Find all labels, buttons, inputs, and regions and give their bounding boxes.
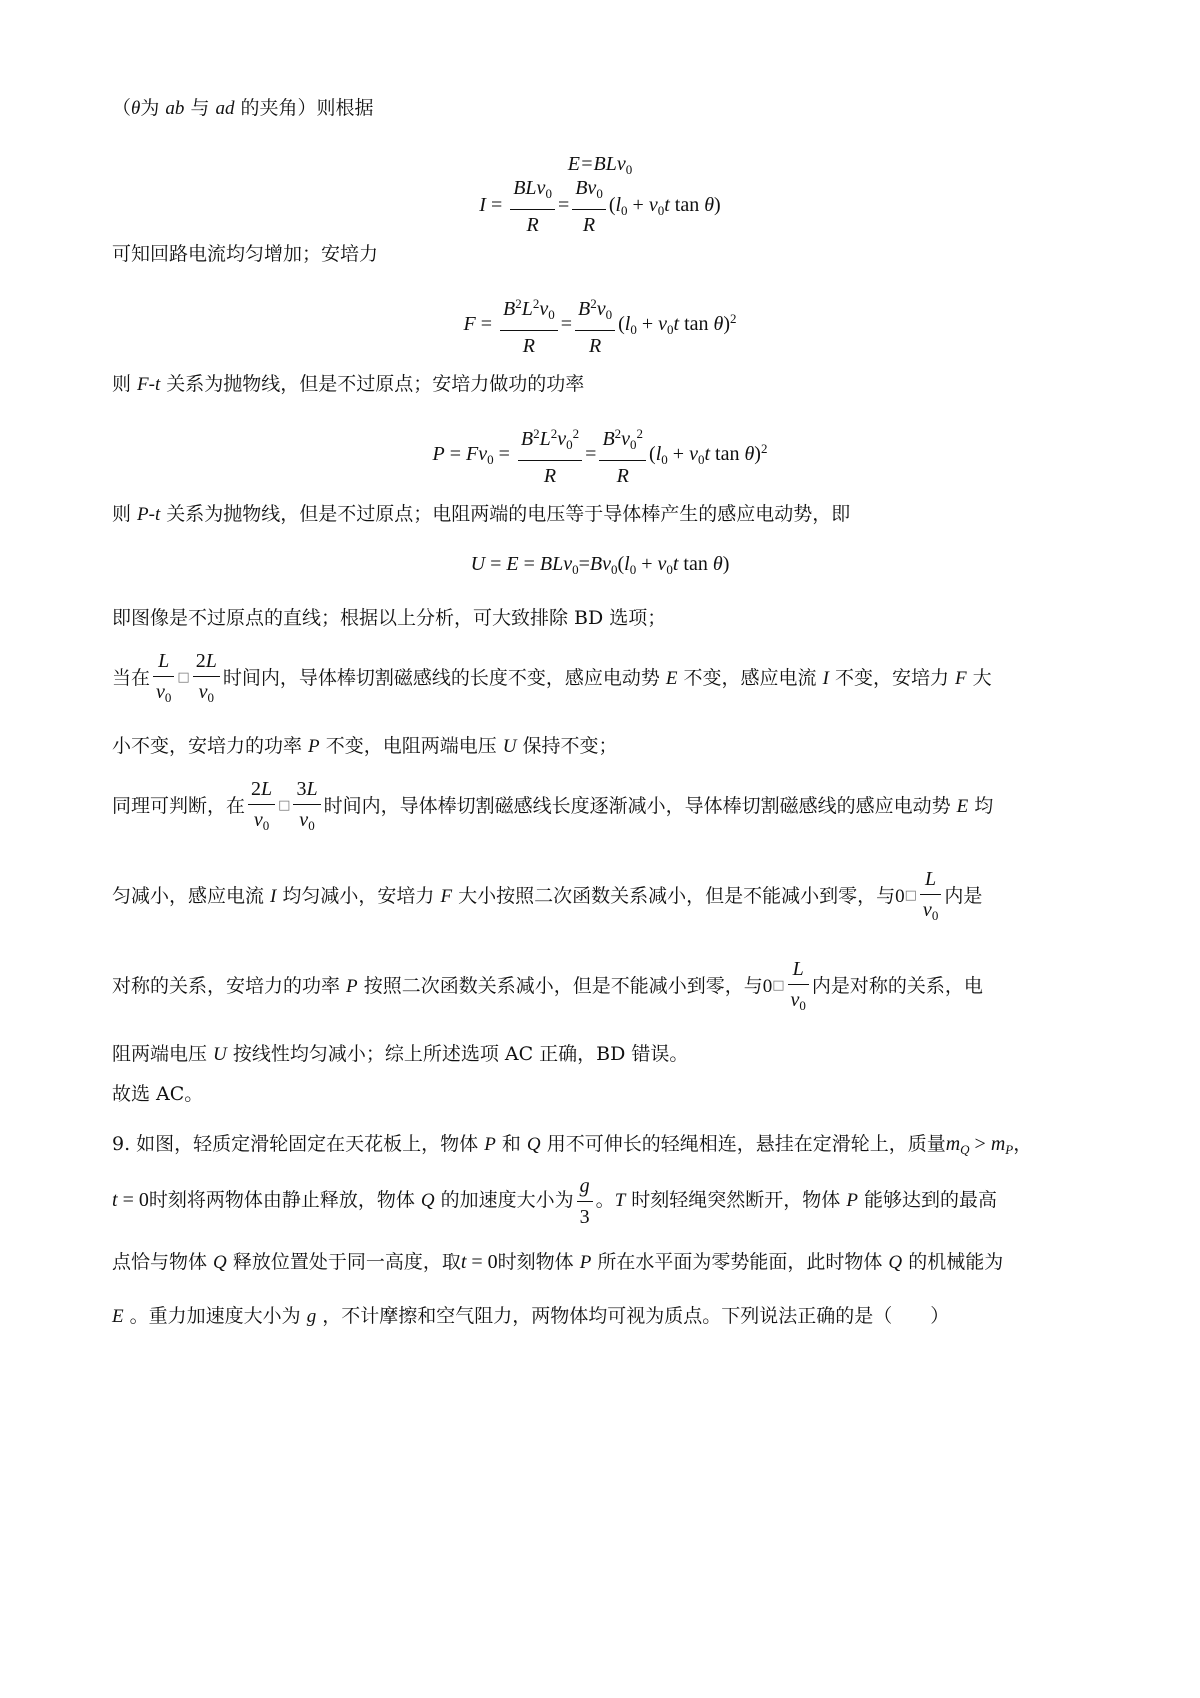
- math-var: E: [956, 796, 969, 817]
- text-line-14: 对称的关系，安培力的功率 P 按照二次函数关系减小，但是不能减小到零，与0□ $\frac{L}{v_0}$ 内是对称的关系，电: [112, 956, 1102, 1018]
- math-var: U: [502, 736, 517, 757]
- question-9-line-1: 9. 如图，轻质定滑轮固定在天花板上，物体 P 和 Q 用不可伸长的轻绳相连，悬挂在定滑轮上，质量$m_Q > m_P$，: [112, 1133, 1033, 1157]
- math-var: g: [306, 1306, 317, 1327]
- text: 按照二次函数关系减小，但是不能减小到零，与: [357, 975, 763, 997]
- text-line-10: 当在 $\frac{L}{v_0}$ □ $\frac{2L}{v_0}$ 时间内，导体棒切割磁感线的长度不变，感应电动势 E 不变，感应电流 I 不变，安培力 F 大: [112, 648, 1102, 710]
- math-var: P: [579, 1252, 592, 1273]
- text: 所在水平面为零势能面，此时物体: [591, 1251, 889, 1273]
- math-var: U: [213, 1044, 227, 1065]
- text-line-13: 匀减小，感应电流 I 均匀减小，安培力 F 大小按照二次函数关系减小，但是不能减小到零，与0□ $\frac{L}{v_0}$ 内是: [112, 866, 1102, 928]
- text: 关系为抛物线，但是不过原点；电阻两端的电压等于导体棒产生的感应电动势，即: [160, 503, 851, 525]
- question-9-line-4: [112, 1302, 1102, 1331]
- math-var: Q: [888, 1252, 903, 1273]
- text: 则: [112, 373, 138, 395]
- math-var: Q: [213, 1252, 227, 1273]
- text: （: [112, 97, 132, 119]
- equation-power: $P = Fv_0$ = $\frac{B^2L^2v_0^2}{R}$ = $\frac{B^2v_0^2}{R}$ ($l_0 + v_0t$ tan θ)$^2$: [432, 426, 768, 488]
- text: 。: [595, 1189, 615, 1211]
- equation-emf: E=BLv$_0$: [567, 153, 633, 177]
- math-var: P: [846, 1190, 858, 1211]
- text-line-3: 可知回路电流均匀增加；安培力: [112, 243, 379, 265]
- equation-force: F = $\frac{B^2L^2v_0}{R}$ = $\frac{B^2v_0}{R}$ ($l_0 + v_0t$ tan θ)$^2$: [463, 296, 737, 358]
- math-var: Q: [526, 1134, 541, 1155]
- text: 不变，电阻两端电压: [319, 735, 503, 757]
- text: 9. 如图，轻质定滑轮固定在天花板上，物体: [112, 1133, 485, 1155]
- text: 用不可伸长的轻绳相连，悬挂在定滑轮上，质量: [540, 1133, 946, 1155]
- text: 大: [966, 667, 992, 689]
- text: 同理可判断，在: [112, 795, 246, 817]
- text: ，不计摩擦和空气阻力，两物体均可视为质点。下列说法正确的是（ ）: [316, 1305, 950, 1327]
- math-var: F: [440, 886, 453, 907]
- text: 内是对称的关系，电: [811, 975, 983, 997]
- text-line-16: 故选 AC。: [112, 1083, 204, 1105]
- text: 为: [140, 97, 166, 119]
- math-var: T: [614, 1190, 626, 1211]
- text-line-5: [112, 370, 1102, 399]
- math: E=BLv: [567, 153, 626, 175]
- text: 的机械能为: [902, 1251, 1004, 1273]
- text: 的加速度大小为: [434, 1189, 574, 1211]
- text: 匀减小，感应电流: [112, 885, 271, 907]
- text-line-15: [112, 1040, 1102, 1069]
- text: 内是: [944, 885, 983, 907]
- text: 对称的关系，安培力的功率: [112, 975, 347, 997]
- math-var: P: [346, 976, 358, 997]
- text: 则: [112, 503, 138, 525]
- text: 关系为抛物线，但是不过原点；安培力做功的功率: [160, 373, 585, 395]
- math-var: P: [308, 736, 320, 757]
- math-var: E: [112, 1306, 124, 1327]
- question-9-line-3: 点恰与物体 Q 释放位置处于同一高度，取t = 0时刻物体 P 所在水平面为零势能面，此时物体 Q 的机械能为: [112, 1251, 1004, 1273]
- math-var: F-t: [137, 374, 161, 395]
- text-line-7: [112, 500, 1102, 529]
- math-var: ab: [165, 98, 185, 119]
- text: 时刻轻绳突然断开，物体: [625, 1189, 847, 1211]
- math-var: I: [270, 886, 277, 907]
- math-var: Q: [420, 1190, 435, 1211]
- text: 能够达到的最高: [857, 1189, 998, 1211]
- text: 大小按照二次函数关系减小，但是不能减小到零，与: [452, 885, 896, 907]
- text: 小不变，安培力的功率: [112, 735, 309, 757]
- text: 按线性均匀减小；综上所述选项 AC 正确，BD 错误。: [226, 1043, 689, 1065]
- text-line-1: [112, 94, 1102, 123]
- math-var: P: [484, 1134, 496, 1155]
- equation-voltage: $U = E = BLv_0=Bv_0(l_0 + v_0t$ tan θ): [470, 553, 730, 577]
- text: 。重力加速度大小为: [123, 1305, 307, 1327]
- text: 保持不变；: [516, 735, 618, 757]
- text-line-12: 同理可判断，在 $\frac{2L}{v_0}$ □ $\frac{3L}{v_0}$ 时间内，导体棒切割磁感线长度逐渐减小，导体棒切割磁感线的感应电动势 E 均: [112, 776, 1102, 838]
- text: 时间内，导体棒切割磁感线长度逐渐减小，导体棒切割磁感线的感应电动势: [323, 795, 957, 817]
- math-var: F: [955, 668, 967, 689]
- text: 当在: [112, 667, 151, 689]
- text: 阻两端电压: [112, 1043, 214, 1065]
- math-var: E: [665, 668, 678, 689]
- math-var: θ: [131, 98, 141, 119]
- text: 与: [184, 97, 216, 119]
- text: 的夹角）则根据: [234, 97, 374, 119]
- text: 和: [495, 1133, 527, 1155]
- text: 均匀减小，安培力: [276, 885, 441, 907]
- text: 均: [968, 795, 994, 817]
- text: 点恰与物体: [112, 1251, 214, 1273]
- text: 时间内，导体棒切割磁感线的长度不变，感应电动势: [222, 667, 666, 689]
- equation-current: I = $\frac{BLv_0}{R}$ = $\frac{Bv_0}{R}$ ($l_0 + v_0t$ tan θ): [479, 177, 721, 236]
- text: 不变，安培力: [828, 667, 955, 689]
- text: 时刻物体: [497, 1251, 580, 1273]
- question-9-line-2: t = 0时刻将两物体由静止释放，物体 Q 的加速度大小为 $\frac{g}{3}$ 。T 时刻轻绳突然断开，物体 P 能够达到的最高: [112, 1174, 998, 1228]
- text-line-11: [112, 732, 1102, 761]
- math-var: ad: [215, 98, 235, 119]
- text: 时刻将两物体由静止释放，物体: [148, 1189, 421, 1211]
- text: 不变，感应电流: [677, 667, 823, 689]
- text-line-9: 即图像是不过原点的直线；根据以上分析，可大致排除 BD 选项；: [112, 607, 667, 629]
- math-var: I: [822, 668, 829, 689]
- text: 释放位置处于同一高度，取: [226, 1251, 461, 1273]
- math-var: P-t: [137, 504, 161, 525]
